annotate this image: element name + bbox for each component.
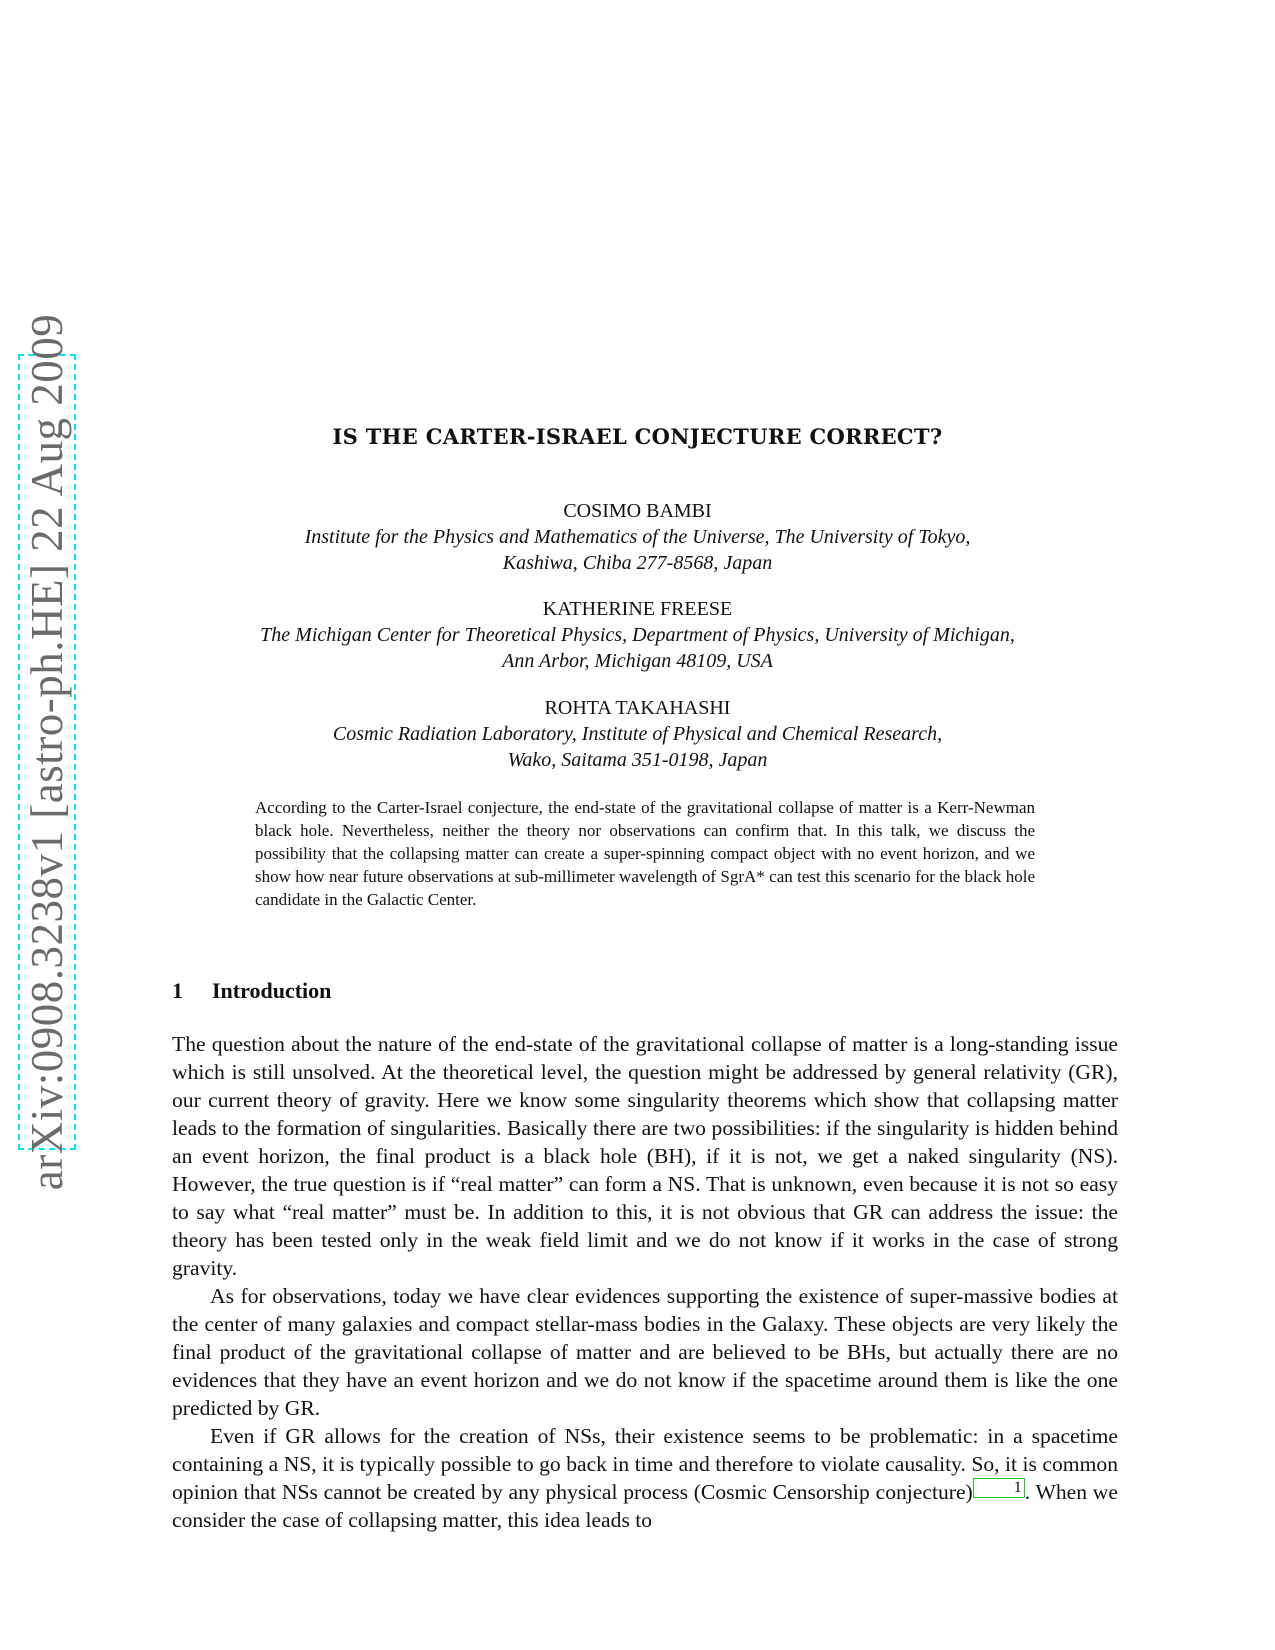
author-block-2 — [0, 596, 1275, 674]
author-affiliation: The Michigan Center for Theoretical Physics, Department of Physics, University of Michigan, — [260, 624, 1015, 646]
author-name: ROHTA TAKAHASHI — [544, 697, 731, 719]
author-affiliation: Institute for the Physics and Mathematics of the Universe, The University of Tokyo, — [304, 526, 971, 548]
author-affiliation: Cosmic Radiation Laboratory, Institute of Physical and Chemical Research, — [332, 723, 943, 745]
arxiv-identifier[interactable]: arXiv:0908.3238v1 [astro-ph.HE] 22 Aug 2009 — [22, 313, 72, 1191]
author-affiliation-address: Wako, Saitama 351-0198, Japan — [507, 749, 768, 771]
section-title: Introduction — [212, 978, 332, 1003]
body-text — [172, 1030, 1118, 1534]
paragraph: The question about the nature of the end-state of the gravitational collapse of matter is a long-standing issue which is still unsolved. At the theoretical level, the question might be addressed by general relativity (GR), our current theory of gravity. Here we know some singularity theorems which show that collapsing matter leads to the formation of singularities. Basically there are two possibilities: if the singularity is hidden behind an event horizon, the final product is a black hole (BH), if it is not, we get a naked singularity (NS). However, the true question is if “real matter” can form a NS. That is unknown, even because it is not so easy to say what “real matter” must be. In addition to this, it is not obvious that GR can address the issue: the theory has been tested only in the weak field limit and we do not know if it works in the case of strong gravity. — [172, 1032, 1118, 1280]
author-name: COSIMO BAMBI — [563, 500, 712, 522]
paragraph — [172, 1422, 1118, 1534]
paragraph: As for observations, today we have clear evidences supporting the existence of super-massive bodies at the center of many galaxies and compact stellar-mass bodies in the Galaxy. These objects are very likely the final product of the gravitational collapse of matter and are believed to be BHs, but actually there are no evidences that they have an event horizon and we do not know if the spacetime around them is like the one predicted by GR. — [172, 1284, 1118, 1420]
author-affiliation-address: Ann Arbor, Michigan 48109, USA — [502, 650, 773, 672]
section-heading — [172, 978, 331, 1004]
author-block-3 — [0, 695, 1275, 773]
paragraph-text: . When we consider the case of collapsing matter, this idea leads to — [172, 1480, 1118, 1532]
paragraph-text: Even if GR allows for the creation of NSs, their existence seems to be problematic: in a spacetime containing a NS, it is typically possible to go back in time and therefore to violate causality. So, it is common opinion that NSs cannot be created by any physical process (Cosmic Censorship conjecture) — [172, 1424, 1118, 1504]
author-name: KATHERINE FREESE — [542, 598, 733, 620]
author-block-1 — [0, 498, 1275, 576]
paper-title: IS THE CARTER-ISRAEL CONJECTURE CORRECT? — [332, 424, 943, 449]
abstract: According to the Carter-Israel conjecture, the end-state of the gravitational collapse of matter is a Kerr-Newman black hole. Nevertheless, neither the theory nor observations can confirm that. In this talk, we discuss the possibility that the collapsing matter can create a super-spinning compact object with no event horizon, and we show how near future observations at sub-millimeter wavelength of SgrA* can test this scenario for the black hole candidate in the Galactic Center. — [255, 798, 1035, 909]
citation-link[interactable]: 1 — [973, 1478, 1025, 1498]
author-affiliation-address: Kashiwa, Chiba 277-8568, Japan — [502, 552, 773, 574]
section-number: 1 — [172, 978, 183, 1003]
